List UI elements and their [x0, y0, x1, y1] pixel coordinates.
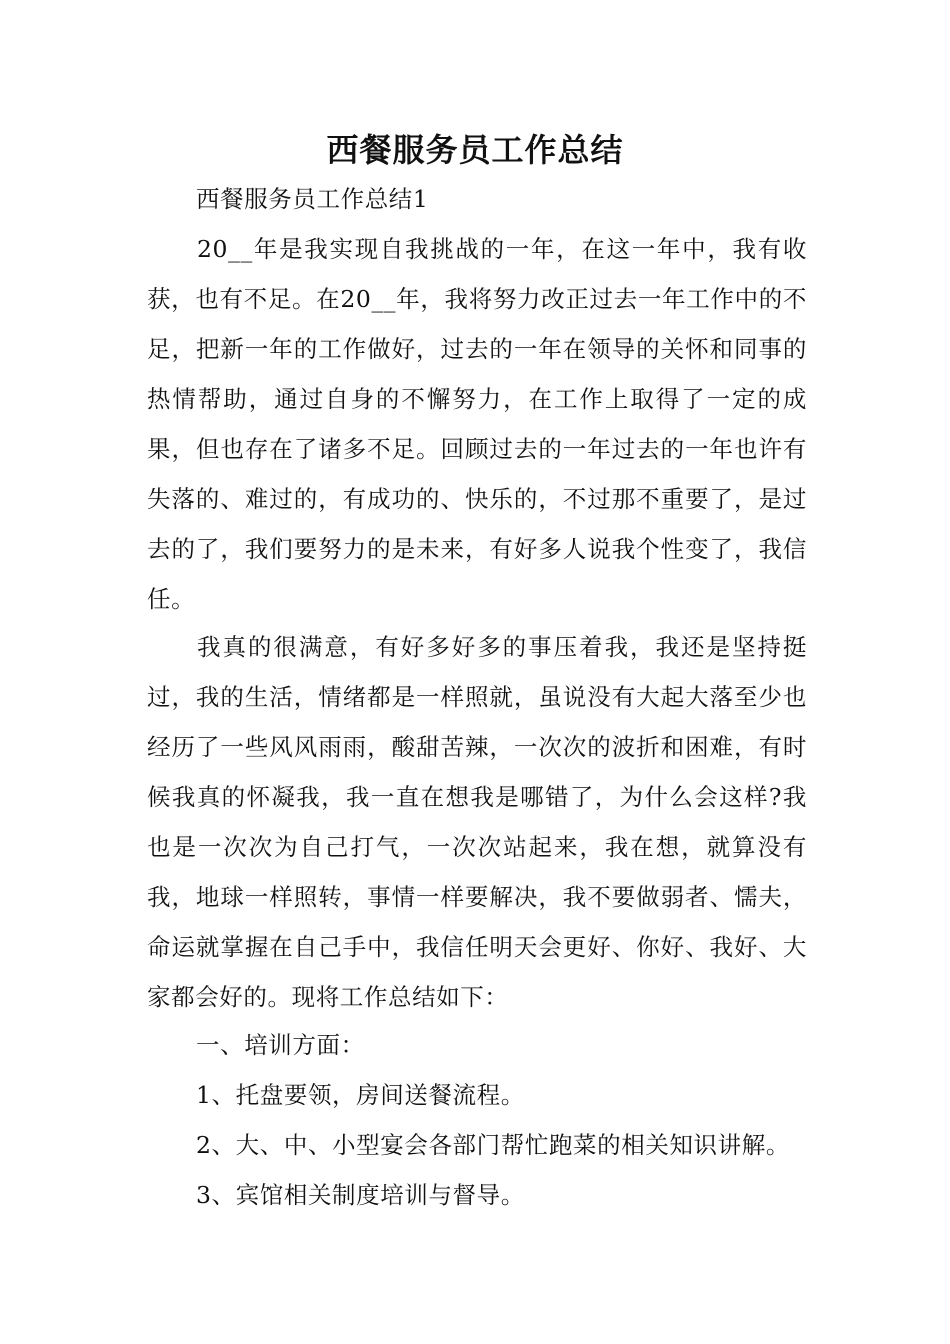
list-item-2: 2、大、中、小型宴会各部门帮忙跑菜的相关知识讲解。: [196, 1131, 790, 1159]
paragraph-2: 我真的很满意，有好多好多的事压着我，我还是坚持挺过，我的生活，情绪都是一样照就，虽说没有大起大落至少也经历了一些风风雨雨，酸甜苦辣，一次次的波折和困难，有时候我真的怀凝我，我一直在想我是哪错了，为什么会这样?我也是一次次为自己打气，一次次站起来，我在想，就算没有我，地球一样照转，事情一样要解决，我不要做弱者、懦夫，命运就掌握在自己手中，我信任明天会更好、你好、我好、大家都会好的。现将工作总结如下：: [147, 633, 807, 1011]
document-subtitle: 西餐服务员工作总结1: [196, 185, 429, 213]
section-heading: 一、培训方面：: [196, 1031, 365, 1059]
list-item-1: 1、托盘要领，房间送餐流程。: [196, 1081, 525, 1109]
paragraph-1: 20__年是我实现自我挑战的一年，在这一年中，我有收获，也有不足。在20__年，我将努力改正过去一年工作中的不足，把新一年的工作做好，过去的一年在领导的关怀和同事的热情帮助，通过自身的不懈努力，在工作上取得了一定的成果，但也存在了诸多不足。回顾过去的一年过去的一年也许有失落的、难过的，有成功的、快乐的，不过那不重要了，是过去的了，我们要努力的是未来，有好多人说我个性变了，我信任。: [147, 235, 807, 613]
document-title: 西餐服务员工作总结: [326, 131, 624, 169]
list-item-3: 3、宾馆相关制度培训与督导。: [196, 1181, 525, 1209]
